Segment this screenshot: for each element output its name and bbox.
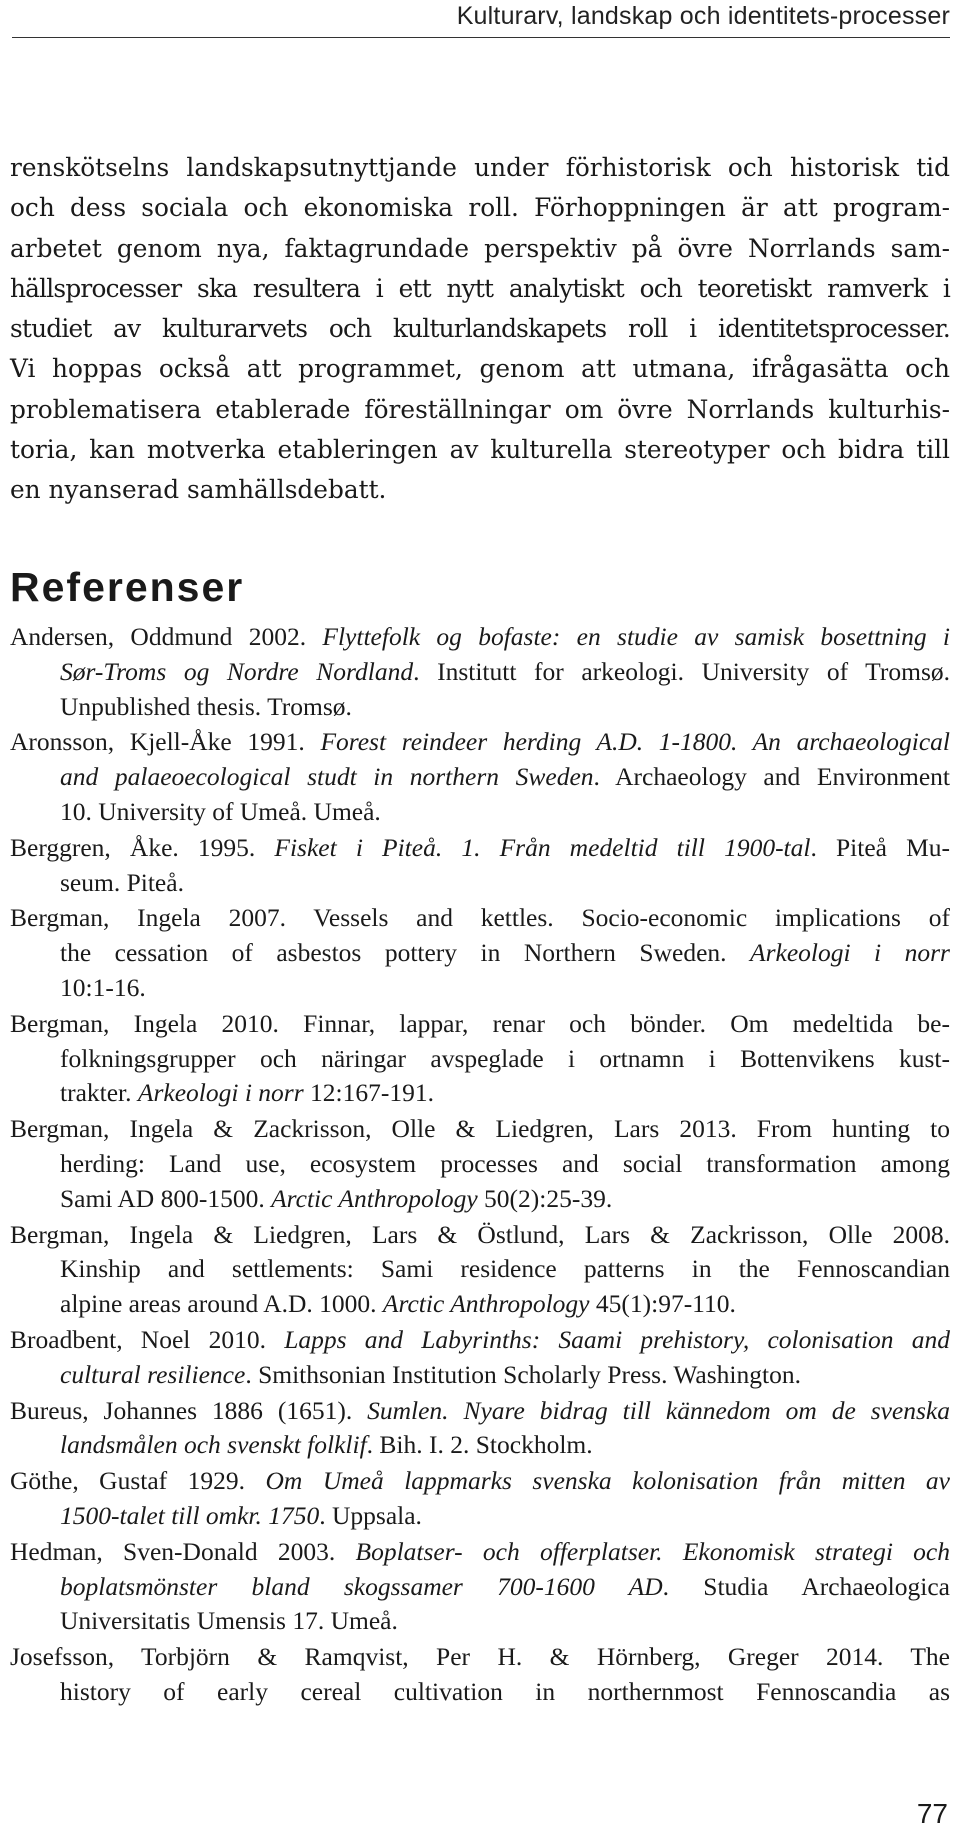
text-line: Vi hoppas också att programmet, genom att utmana, ifrågasätta och [10,354,950,384]
reference-entry: Bergman, Ingela 2010. Finnar, lappar, renar och bönder. Om medeltida be- folkningsgrupper och näringar avspeglade i ortnamn i Bottenvikens kust- trakter. Arkeologi i norr 12:167-191. [10,1008,950,1108]
running-head: Kulturarv, landskap och identitets-processer [456,2,950,30]
reference-entry: Josefsson, Torbjörn & Ramqvist, Per H. & Hörnberg, Greger 2014. The history of early cereal cultivation in northernmost Fennoscandia as [10,1642,950,1706]
text-line: studiet av kulturarvets och kulturlandskapets roll i identitetsprocesser. [10,314,950,344]
reference-entry: Bergman, Ingela & Zackrisson, Olle & Liedgren, Lars 2013. From hunting to herding: Land use, ecosystem processes and social transformation among Sami AD 800-1500. Arctic Anthropology 50(2):25-39. [10,1114,950,1213]
text-line: arbetet genom nya, faktagrundade perspektiv på övre Norrlands sam- [10,233,950,263]
header-rule [12,37,950,38]
reference-entry: Aronsson, Kjell-Åke 1991. Forest reindeer herding A.D. 1-1800. An archaeological and palaeoecological studt in northern Sweden. Archaeology and Environment 10. University of Umeå. Umeå. [10,727,951,826]
text-line: toria, kan motverka etableringen av kulturella stereotyper och bidra till [10,435,950,465]
reference-entry: Göthe, Gustaf 1929. Om Umeå lappmarks svenska kolonisation från mitten av 1500-talet till omkr. 1750. Uppsala. [10,1466,950,1530]
page-number: 77 [916,1798,948,1829]
reference-entry: Bergman, Ingela 2007. Vessels and kettles. Socio-economic implications of the cessation of asbestos pottery in Northern Sweden. Arkeologi i norr 10:1-16. [10,903,950,1002]
reference-entry: Andersen, Oddmund 2002. Flyttefolk og bofaste: en studie av samisk bosettning i Sør-Troms og Nordre Nordland. Institutt for arkeologi. University of Tromsø. Unpublished thesis. Tromsø. [10,622,950,721]
text-line: och dess sociala och ekonomiska roll. Förhoppningen är att program- [10,193,950,223]
text-line: problematisera etablerade föreställningar om övre Norrlands kulturhis- [10,394,950,424]
text-line: hällsprocesser ska resultera i ett nytt analytiskt och teoretiskt ramverk i [10,273,950,303]
reference-entry: Broadbent, Noel 2010. Lapps and Labyrinths: Saami prehistory, colonisation and cultural resilience. Smithsonian Institution Scholarly Press. Washington. [10,1324,951,1389]
body-paragraph [10,148,950,511]
text-line: renskötselns landskapsutnyttjande under förhistorisk och historisk tid [10,153,950,182]
reference-list [10,620,950,1711]
reference-entry: Berggren, Åke. 1995. Fisket i Piteå. 1. Från medeltid till 1900-tal. Piteå Mu- seum. Piteå. [10,832,950,897]
reference-entry: Bergman, Ingela & Liedgren, Lars & Östlund, Lars & Zackrisson, Olle 2008. Kinship and settlements: Sami residence patterns in the Fennoscandian alpine areas around A.D. 1000. Arctic Anthropology 45(1):97-110. [10,1219,950,1319]
text-line: en nyanserad samhällsdebatt. [10,475,387,505]
references-heading: Referenser [10,564,245,610]
page-header [0,0,960,40]
reference-entry: Bureus, Johannes 1886 (1651). Sumlen. Nyare bidrag till kännedom om de svenska landsmålen och svenskt folklif. Bih. I. 2. Stockholm. [10,1395,950,1460]
reference-entry: Hedman, Sven-Donald 2003. Boplatser- och offerplatser. Ekonomisk strategi och boplatsmönster bland skogssamer 700-1600 AD. Studia Archaeologica Universitatis Umensis 17. Umeå. [10,1536,950,1636]
